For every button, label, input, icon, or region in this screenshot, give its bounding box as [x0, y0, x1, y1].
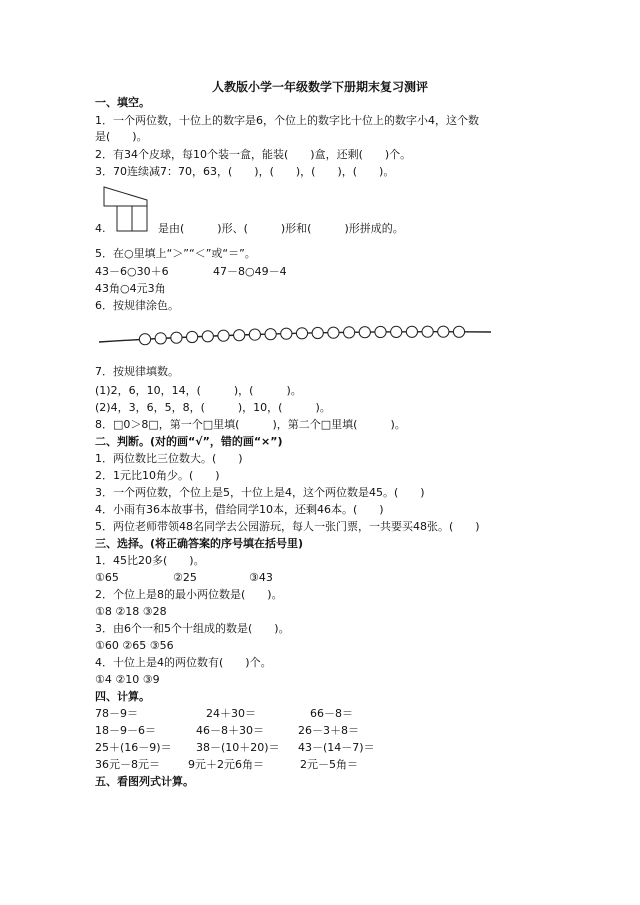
page-title: 人教版小学一年级数学下册期末复习测评 [211, 80, 428, 94]
bead [139, 334, 150, 345]
judge-item-1: 1．两位数比三位数大。( ) [95, 452, 243, 465]
question-1-1-line1: 1．一个两位数，十位上的数字是6，个位上的数字比十位上的数字小4，这个数 [95, 114, 479, 127]
bead [391, 326, 402, 337]
calc-4-1: 36元－8元＝ [95, 758, 160, 771]
choice-3-options: ①60 ②65 ③56 [95, 639, 174, 652]
calc-3-3: 43－(14－7)＝ [298, 741, 375, 754]
calc-3-2: 38－(10＋20)＝ [196, 741, 280, 754]
bead [249, 329, 260, 340]
calc-2-1: 18－9－6＝ [95, 724, 156, 737]
bead-string-figure [95, 322, 495, 352]
question-1-2: 2．有34个皮球，每10个装一盒，能装( )盒，还剩( )个。 [95, 148, 412, 161]
choice-question-4: 4．十位上是4的两位数有( )个。 [95, 656, 272, 669]
bead [281, 328, 292, 339]
bead [453, 326, 464, 337]
choice-question-3: 3．由6个一和5个十组成的数是( )。 [95, 622, 290, 635]
section-2-heading: 二、判断。(对的画“√”，错的画“×”) [95, 435, 283, 448]
bead [406, 326, 417, 337]
bead [171, 332, 182, 343]
trapezoid-shape [104, 187, 147, 206]
square-shape [132, 206, 147, 231]
section-3-heading: 三、选择。(将正确答案的序号填在括号里) [95, 537, 304, 550]
choice-1-option-a: ①65 [95, 571, 119, 584]
bead [375, 326, 386, 337]
rectangle-shape [117, 206, 132, 231]
judge-item-5: 5．两位老师带领48名同学去公园游玩，每人一张门票，一共要买48张。( ) [95, 520, 480, 533]
bead [328, 327, 339, 338]
judge-item-2: 2．1元比10角少。( ) [95, 469, 220, 482]
choice-2-options: ①8 ②18 ③28 [95, 605, 167, 618]
question-1-7-1: (1)2，6，10，14，( )，( )。 [95, 384, 302, 397]
calc-4-2: 9元＋2元6角＝ [188, 758, 264, 771]
bead [359, 327, 370, 338]
question-1-7: 7．按规律填数。 [95, 365, 179, 378]
question-1-7-2: (2)4，3，6，5，8，( )，10，( )。 [95, 401, 331, 414]
question-1-5-row1-b: 47－8○49－4 [213, 265, 287, 278]
calc-2-2: 46－8＋30＝ [196, 724, 264, 737]
question-1-5-row2: 43角○4元3角 [95, 282, 166, 295]
question-1-6: 6．按规律涂色。 [95, 299, 179, 312]
bead [344, 327, 355, 338]
choice-4-options: ①4 ②10 ③9 [95, 673, 160, 686]
bead [234, 330, 245, 341]
calc-1-3: 66－8＝ [310, 707, 353, 720]
calc-2-3: 26－3＋8＝ [298, 724, 359, 737]
question-1-4: 是由( )形、( )形和( )形拼成的。 [158, 222, 404, 235]
choice-question-2: 2．个位上是8的最小两位数是( )。 [95, 588, 283, 601]
choice-1-option-b: ②25 [173, 571, 197, 584]
bead [155, 333, 166, 344]
choice-1-option-c: ③43 [249, 571, 273, 584]
question-1-5-row1-a: 43－6○30＋6 [95, 265, 169, 278]
question-1-5: 5．在○里填上“＞”“＜”或“＝”。 [95, 247, 256, 260]
question-1-3: 3．70连续减7：70，63，( )，( )，( )，( )。 [95, 165, 395, 178]
judge-item-4: 4．小雨有36本故事书，借给同学10本，还剩46本。( ) [95, 503, 384, 516]
section-5-heading: 五、看图列式计算。 [95, 775, 194, 788]
question-1-8: 8．□0＞8□，第一个□里填( )，第二个□里填( )。 [95, 418, 406, 431]
bead [187, 331, 198, 342]
bead [202, 331, 213, 342]
question-1-4-number: 4. [95, 222, 106, 235]
bead [312, 327, 323, 338]
bead [422, 326, 433, 337]
section-1-heading: 一、填空。 [95, 96, 150, 109]
bead [296, 328, 307, 339]
bead [218, 330, 229, 341]
bead [438, 326, 449, 337]
calc-1-1: 78－9＝ [95, 707, 138, 720]
section-4-heading: 四、计算。 [95, 690, 150, 703]
bead [265, 329, 276, 340]
choice-question-1: 1．45比20多( )。 [95, 554, 205, 567]
calc-1-2: 24＋30＝ [206, 707, 256, 720]
judge-item-3: 3．一个两位数，个位上是5，十位上是4，这个两位数是45。( ) [95, 486, 425, 499]
calc-4-3: 2元－5角＝ [300, 758, 358, 771]
question-1-1-line2: 是( )。 [95, 130, 148, 143]
composite-shape-figure [103, 186, 151, 236]
calc-3-1: 25＋(16－9)＝ [95, 741, 172, 754]
